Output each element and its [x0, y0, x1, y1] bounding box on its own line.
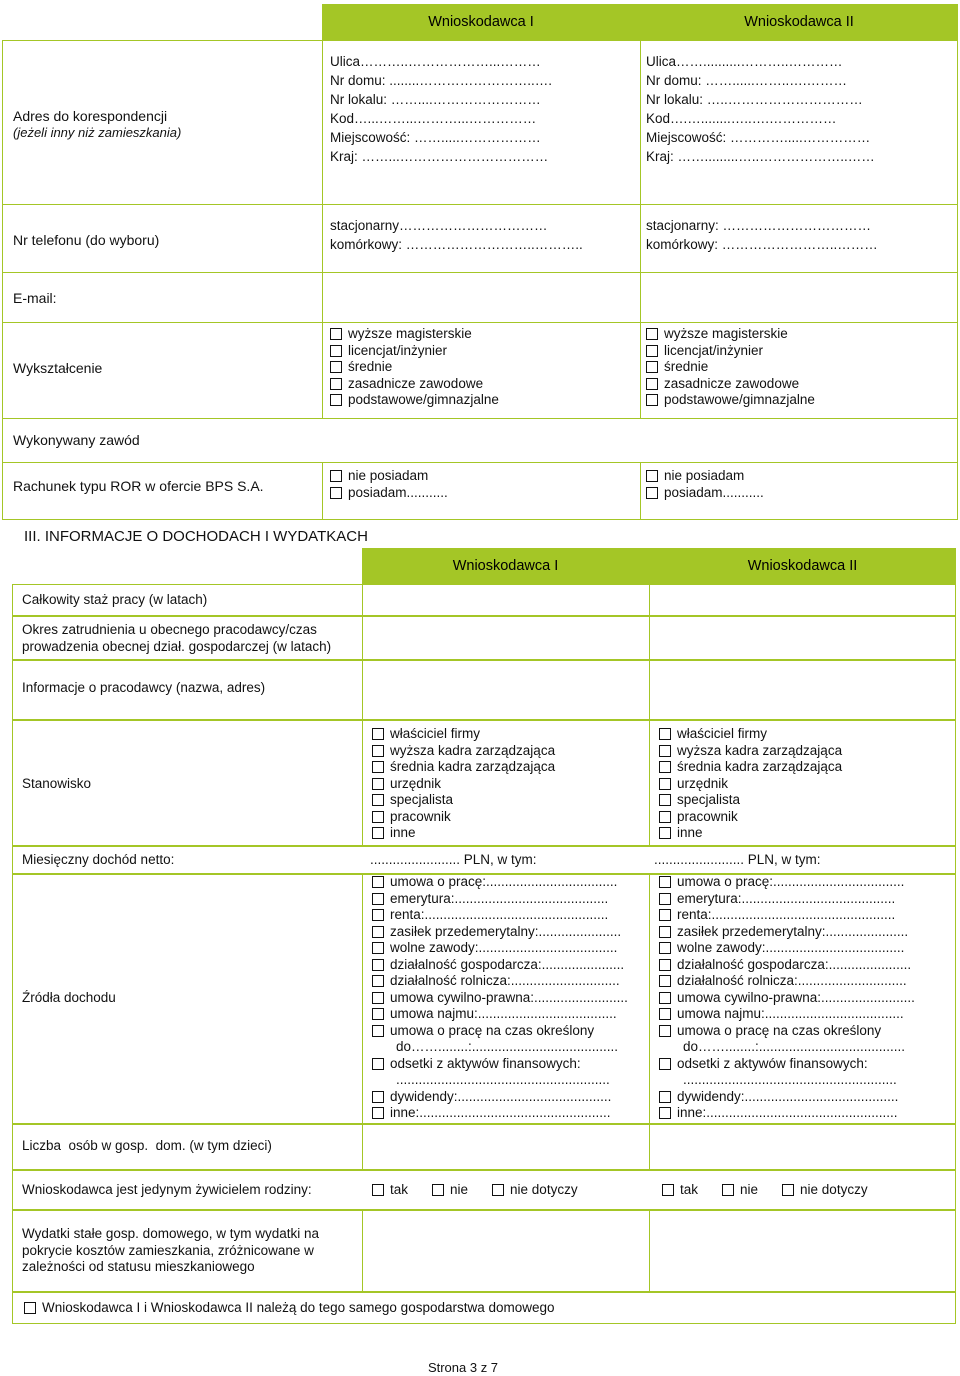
mobile-field[interactable]: komórkowy: ………………………..……….. [330, 237, 583, 252]
section-title: III. INFORMACJE O DOCHODACH I WYDATKACH [24, 528, 368, 545]
checkbox-icon[interactable] [330, 378, 342, 390]
employment-label [22, 622, 331, 655]
education-option[interactable]: zasadnicze zawodowe [646, 376, 815, 393]
checkbox-icon[interactable] [659, 778, 671, 790]
checkbox-icon[interactable] [646, 361, 658, 373]
position-options-applicant-2 [659, 726, 842, 842]
house-number-field[interactable]: Nr domu: ........……………………..…. [330, 73, 553, 88]
checkbox-icon[interactable] [372, 761, 384, 773]
income-source-option[interactable]: umowa najmu:..................................... [372, 1006, 628, 1023]
education-option[interactable]: licencjat/inżynier [646, 343, 815, 360]
checkbox-icon[interactable] [659, 1107, 671, 1119]
postal-code-field[interactable]: Kod….…........…..….…………… [646, 111, 837, 126]
income-source-option[interactable]: działalność rolnicza:............................. [659, 973, 915, 990]
position-option[interactable]: inne [659, 825, 842, 842]
savings-field[interactable]: ......................................................... [396, 1072, 610, 1087]
position-option[interactable]: średnia kadra zarządzająca [659, 759, 842, 776]
position-option[interactable]: specjalista [372, 792, 555, 809]
checkbox-icon[interactable] [372, 728, 384, 740]
checkbox-icon[interactable] [372, 1091, 384, 1103]
checkbox-icon[interactable] [372, 827, 384, 839]
landline-field[interactable]: stacjonarny…………………………… [330, 218, 548, 233]
checkbox-icon[interactable] [372, 975, 384, 987]
education-option[interactable]: licencjat/inżynier [330, 343, 499, 360]
education-option[interactable]: wyższe magisterskie [330, 326, 499, 343]
income-source-option[interactable]: zasiłek przedemerytalny:...................... [372, 924, 628, 941]
checkbox-icon[interactable] [372, 893, 384, 905]
phone-fields-applicant-1[interactable] [330, 216, 636, 254]
checkbox-icon[interactable] [659, 975, 671, 987]
income-source-option[interactable]: odsetki z aktywów finansowych: [659, 1056, 915, 1073]
position-option[interactable]: specjalista [659, 792, 842, 809]
income-source-option[interactable]: umowa najmu:..................................... [659, 1006, 915, 1023]
header-applicant-1: Wnioskodawca I [322, 4, 640, 40]
address-label-text: Adres do korespondencji [13, 108, 168, 124]
checkbox-icon[interactable] [659, 827, 671, 839]
checkbox-icon[interactable] [659, 1025, 671, 1037]
street-field[interactable]: Ulica………..………………...……… [330, 54, 541, 69]
sole-provider-option[interactable]: tak [372, 1182, 408, 1199]
checkbox-icon[interactable] [659, 909, 671, 921]
seniority-label: Całkowity staż pracy (w latach) [22, 592, 208, 607]
checkbox-icon[interactable] [662, 1184, 674, 1196]
country-field[interactable]: Kraj: …….........…..………………..…… [646, 149, 875, 164]
checkbox-icon[interactable] [659, 1091, 671, 1103]
income-source-option[interactable]: wolne zawody:..................................... [659, 940, 915, 957]
income-header-applicant-1: Wnioskodawca I [362, 548, 649, 584]
address-fields-applicant-1[interactable] [330, 52, 636, 166]
expenses-label [22, 1226, 319, 1276]
checkbox-icon[interactable] [646, 487, 658, 499]
income-source-option[interactable]: umowa cywilno-prawna:......................... [372, 990, 628, 1007]
house-number-field[interactable]: Nr domu: ……......……..….……… [646, 73, 848, 88]
page-number: Strona 3 z 7 [427, 1360, 499, 1375]
account-option[interactable]: posiadam........... [330, 485, 448, 502]
income-source-option[interactable]: działalność gospodarcza:...................... [659, 957, 915, 974]
income-source-option[interactable]: zasiłek przedemerytalny:...................... [659, 924, 915, 941]
income-source-option[interactable]: działalność gospodarcza:...................... [372, 957, 628, 974]
education-label: Wykształcenie [13, 360, 103, 376]
city-field[interactable]: Miejscowość: …….....……………… [330, 130, 541, 145]
employer-label: Informacje o pracodawcy (nazwa, adres) [22, 680, 266, 695]
checkbox-icon[interactable] [782, 1184, 794, 1196]
address-label [2, 108, 322, 140]
position-option[interactable]: urzędnik [372, 776, 555, 793]
income-source-option[interactable]: renta:................................................. [372, 907, 628, 924]
checkbox-icon[interactable] [659, 1008, 671, 1020]
income-source-option[interactable]: umowa o pracę na czas określony [372, 1023, 628, 1040]
savings-field[interactable]: ......................................................... [683, 1072, 897, 1087]
checkbox-icon[interactable] [372, 745, 384, 757]
address-sublabel: (jeżeli inny niż zamieszkania) [13, 125, 182, 140]
sole-provider-option[interactable]: nie dotyczy [782, 1182, 868, 1199]
checkbox-icon[interactable] [372, 1058, 384, 1070]
account-label: Rachunek typu ROR w ofercie BPS S.A. [13, 478, 264, 494]
checkbox-icon[interactable] [659, 761, 671, 773]
sole-provider-options-applicant-1 [372, 1182, 578, 1199]
position-option[interactable]: pracownik [372, 809, 555, 826]
sole-provider-label: Wnioskodawca jest jedynym żywicielem rodziny: [22, 1182, 312, 1197]
city-field[interactable]: Miejscowość: ………….....…………… [646, 130, 871, 145]
checkbox-icon[interactable] [372, 1184, 384, 1196]
checkbox-icon[interactable] [330, 487, 342, 499]
account-options-applicant-2 [646, 468, 764, 501]
position-option[interactable]: średnia kadra zarządzająca [372, 759, 555, 776]
income-source-option[interactable]: emerytura:......................................... [659, 891, 915, 908]
checkbox-icon[interactable] [646, 470, 658, 482]
checkbox-icon[interactable] [372, 1008, 384, 1020]
income-source-option[interactable]: inne:................................................... [659, 1105, 915, 1122]
checkbox-icon[interactable] [659, 794, 671, 806]
position-options-applicant-1 [372, 726, 555, 842]
checkbox-icon[interactable] [330, 345, 342, 357]
education-option[interactable]: wyższe magisterskie [646, 326, 815, 343]
account-option[interactable]: nie posiadam [330, 468, 448, 485]
checkbox-icon[interactable] [372, 959, 384, 971]
income-source-option[interactable]: dywidendy:......................................... [659, 1089, 915, 1106]
position-option[interactable]: wyższa kadra zarządzająca [372, 743, 555, 760]
checkbox-icon[interactable] [330, 470, 342, 482]
checkbox-icon[interactable] [659, 745, 671, 757]
checkbox-icon[interactable] [372, 876, 384, 888]
education-option[interactable]: średnie [330, 359, 499, 376]
sole-provider-options-applicant-2 [662, 1182, 868, 1199]
checkbox-icon[interactable] [659, 728, 671, 740]
checkbox-icon[interactable] [659, 992, 671, 1004]
income-source-option[interactable]: renta:................................................. [659, 907, 915, 924]
checkbox-icon[interactable] [330, 361, 342, 373]
checkbox-icon[interactable] [24, 1302, 36, 1314]
checkbox-icon[interactable] [659, 811, 671, 823]
position-option[interactable]: urzędnik [659, 776, 842, 793]
position-option[interactable]: wyższa kadra zarządzająca [659, 743, 842, 760]
checkbox-icon[interactable] [372, 1025, 384, 1037]
income-source-option[interactable]: wolne zawody:..................................... [372, 940, 628, 957]
education-options-applicant-1 [330, 326, 499, 409]
checkbox-icon[interactable] [659, 876, 671, 888]
sole-provider-option[interactable]: nie [432, 1182, 468, 1199]
address-fields-applicant-2[interactable] [646, 52, 952, 166]
income-source-option[interactable]: umowa o pracę:................................... [372, 874, 628, 891]
income-sources-applicant-1 [372, 874, 628, 1122]
position-option[interactable]: pracownik [659, 809, 842, 826]
checkbox-icon[interactable] [372, 811, 384, 823]
checkbox-icon[interactable] [432, 1184, 444, 1196]
checkbox-icon[interactable] [659, 1058, 671, 1070]
education-option[interactable]: podstawowe/gimnazjalne [330, 392, 499, 409]
checkbox-icon[interactable] [659, 893, 671, 905]
account-option[interactable]: nie posiadam [646, 468, 764, 485]
position-option[interactable]: właściciel firmy [372, 726, 555, 743]
income-header-applicant-2: Wnioskodawca II [649, 548, 956, 584]
account-options-applicant-1 [330, 468, 448, 501]
phone-label: Nr telefonu (do wyboru) [13, 232, 160, 248]
sole-provider-option[interactable]: nie dotyczy [492, 1182, 578, 1199]
checkbox-icon[interactable] [646, 378, 658, 390]
income-source-option[interactable]: odsetki z aktywów finansowych: [372, 1056, 628, 1073]
income-source-option[interactable]: umowa o pracę:................................... [659, 874, 915, 891]
checkbox-icon[interactable] [372, 778, 384, 790]
position-option[interactable]: właściciel firmy [659, 726, 842, 743]
expenses-label-line: zależności od statusu mieszkaniowego [22, 1259, 255, 1274]
income-source-option[interactable]: inne:................................................... [372, 1105, 628, 1122]
expenses-label-line: Wydatki stałe gosp. domowego, w tym wydatki na [22, 1226, 320, 1241]
flat-number-field[interactable]: Nr lokalu: ……....…………………… [330, 92, 541, 107]
checkbox-icon[interactable] [372, 926, 384, 938]
income-sources-label: Źródła dochodu [22, 990, 116, 1005]
postal-code-field[interactable]: Kod…...……...………...…………… [330, 111, 537, 126]
checkbox-icon[interactable] [372, 794, 384, 806]
account-option[interactable]: posiadam........... [646, 485, 764, 502]
checkbox-icon[interactable] [659, 959, 671, 971]
street-field[interactable]: Ulica……..........………..………… [646, 54, 843, 69]
phone-fields-applicant-2[interactable] [646, 216, 952, 254]
education-option[interactable]: zasadnicze zawodowe [330, 376, 499, 393]
same-household-option[interactable]: Wnioskodawca I i Wnioskodawca II należą do tego samego gospodarstwa domowego [24, 1300, 555, 1317]
income-source-option[interactable]: umowa cywilno-prawna:......................... [659, 990, 915, 1007]
landline-field[interactable]: stacjonarny: …………………………… [646, 218, 872, 233]
income-source-option[interactable]: dywidendy:......................................... [372, 1089, 628, 1106]
checkbox-icon[interactable] [646, 394, 658, 406]
checkbox-icon[interactable] [722, 1184, 734, 1196]
income-source-option[interactable]: umowa o pracę na czas określony [659, 1023, 915, 1040]
sole-provider-option[interactable]: nie [722, 1182, 758, 1199]
checkbox-icon[interactable] [659, 942, 671, 954]
checkbox-icon[interactable] [330, 394, 342, 406]
mobile-field[interactable]: komórkowy: ……………………..……… [646, 237, 878, 252]
header-applicant-2: Wnioskodawca II [640, 4, 958, 40]
profession-label: Wykonywany zawód [13, 432, 140, 448]
education-option[interactable]: średnie [646, 359, 815, 376]
email-label: E-mail: [13, 290, 57, 306]
flat-number-field[interactable]: Nr lokalu: …..………………………… [646, 92, 863, 107]
income-field-applicant-2[interactable]: ........................ PLN, w tym: [654, 852, 821, 867]
expenses-label-line: pokrycie kosztów zamieszkania, zróżnicowane w [22, 1242, 314, 1258]
checkbox-icon[interactable] [646, 328, 658, 340]
income-source-option[interactable]: działalność rolnicza:............................. [372, 973, 628, 990]
checkbox-icon[interactable] [646, 345, 658, 357]
checkbox-icon[interactable] [372, 1107, 384, 1119]
checkbox-icon[interactable] [372, 992, 384, 1004]
fixed-term-until-field[interactable]: do……........:....................................... [396, 1039, 619, 1054]
education-option[interactable]: podstawowe/gimnazjalne [646, 392, 815, 409]
household-label: Liczba osób w gosp. dom. (w tym dzieci) [22, 1138, 272, 1153]
checkbox-icon[interactable] [372, 942, 384, 954]
income-field-applicant-1[interactable]: ........................ PLN, w tym: [370, 852, 537, 867]
checkbox-icon[interactable] [492, 1184, 504, 1196]
income-source-option[interactable]: emerytura:......................................... [372, 891, 628, 908]
position-option[interactable]: inne [372, 825, 555, 842]
country-field[interactable]: Kraj: ……...…………………………… [330, 149, 549, 164]
education-options-applicant-2 [646, 326, 815, 409]
checkbox-icon[interactable] [372, 909, 384, 921]
position-label: Stanowisko [22, 776, 92, 791]
employment-label-line: Okres zatrudnienia u obecnego pracodawcy/czas [22, 622, 317, 637]
personal-data-table [2, 4, 958, 520]
income-sources-applicant-2 [659, 874, 915, 1122]
employment-label-line: prowadzenia obecnej dział. gospodarczej (w latach) [22, 638, 332, 654]
checkbox-icon[interactable] [330, 328, 342, 340]
income-label: Miesięczny dochód netto: [22, 852, 175, 867]
fixed-term-until-field[interactable]: do……........:....................................... [683, 1039, 906, 1054]
checkbox-icon[interactable] [659, 926, 671, 938]
sole-provider-option[interactable]: tak [662, 1182, 698, 1199]
